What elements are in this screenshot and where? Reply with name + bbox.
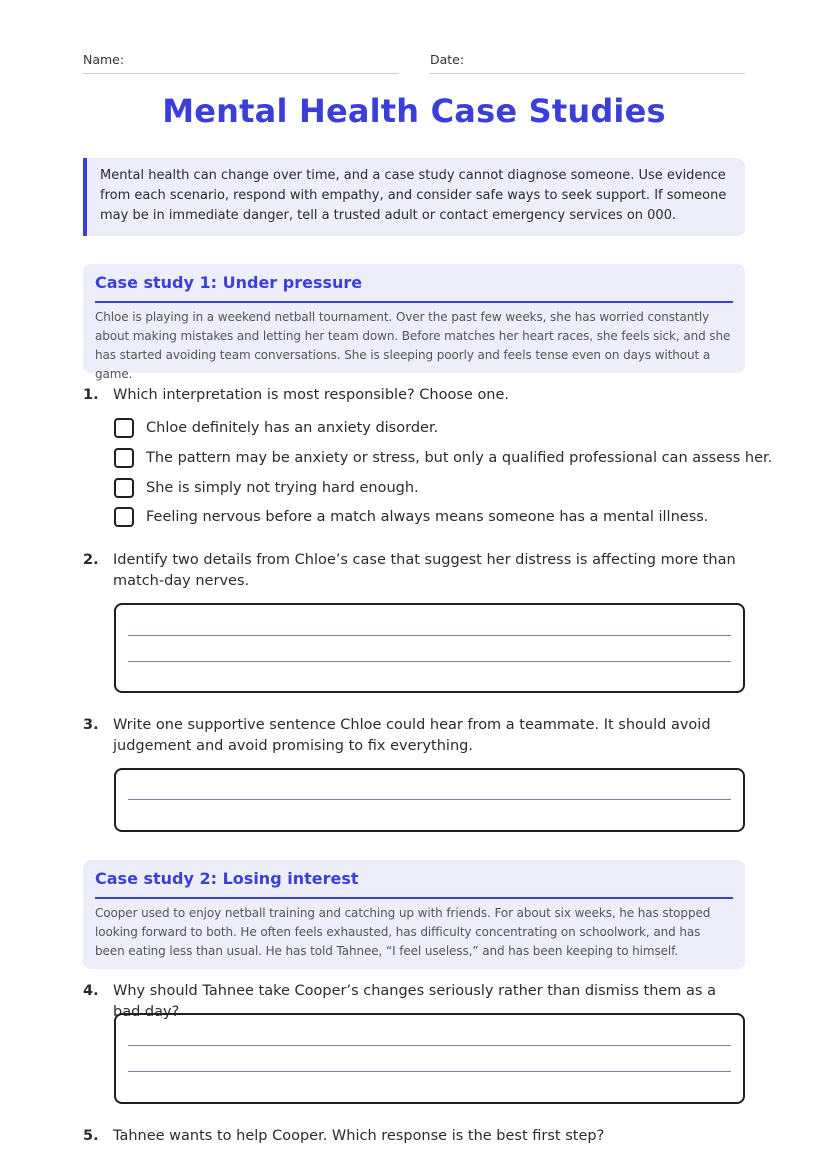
case-study-2-title: Case study 2: Losing interest (95, 869, 733, 899)
q2-answer-box[interactable] (114, 603, 745, 693)
question-1 (83, 385, 745, 407)
answer-line (128, 661, 731, 662)
question-2 (83, 550, 745, 594)
case-study-1 (83, 264, 745, 381)
question-5 (83, 1126, 745, 1148)
checkbox[interactable] (114, 418, 134, 438)
header-fields (83, 52, 745, 74)
intro-callout: Mental health can change over time, and a case study cannot diagnose someone. Use evidence from each scenario, respond with empathy, and consider safe ways to seek support. If someone may be in immediate danger, tell a trusted adult or contact emergency services on 000. (83, 158, 745, 236)
case-study-1-text: Chloe is playing in a weekend netball tournament. Over the past few weeks, she has worried constantly about making mistakes and letting her team down. Before matches her heart races, she feels sick, and she has started avoiding team conversations. She is sleeping poorly and feels tense even on days without a game. (95, 310, 731, 381)
case-study-2 (83, 860, 745, 969)
answer-line (128, 635, 731, 636)
answer-line (128, 1045, 731, 1046)
q3-answer-box[interactable] (114, 768, 745, 832)
name-label: Name: (83, 52, 125, 67)
checkbox[interactable] (114, 478, 134, 498)
q4-answer-box[interactable] (114, 1013, 745, 1104)
option-label: Chloe definitely has an anxiety disorder. (146, 420, 439, 436)
checkbox[interactable] (114, 448, 134, 468)
page-title: Mental Health Case Studies (162, 92, 666, 130)
answer-line (128, 1071, 731, 1072)
question-number: 4. (83, 983, 99, 999)
option-label: She is simply not trying hard enough. (146, 480, 419, 496)
question-number: 2. (83, 552, 99, 568)
question-text: Why should Tahnee take Cooper’s changes seriously rather than dismiss them as a bad day? (113, 983, 716, 1020)
date-field[interactable] (430, 52, 745, 74)
question-text: Identify two details from Chloe’s case that suggest her distress is affecting more than match-day nerves. (113, 552, 736, 589)
date-label: Date: (430, 52, 465, 67)
question-3 (83, 715, 745, 759)
question-text: Write one supportive sentence Chloe could hear from a teammate. It should avoid judgement and avoid promising to fix everything. (113, 717, 711, 754)
option-label: Feeling nervous before a match always means someone has a mental illness. (146, 509, 709, 525)
case-study-2-text: Cooper used to enjoy netball training and catching up with friends. For about six weeks, he has stopped looking forward to both. He often feels exhausted, has difficulty concentrating on schoolwork, and has been eating less than usual. He has told Tahnee, “I feel useless,” and has been keeping to himself. (95, 906, 711, 958)
question-number: 3. (83, 717, 99, 733)
question-text: Which interpretation is most responsible? Choose one. (113, 387, 510, 403)
question-number: 5. (83, 1128, 99, 1144)
question-4 (83, 981, 745, 1020)
case-study-1-title: Case study 1: Under pressure (95, 273, 733, 303)
name-field[interactable] (83, 52, 399, 74)
answer-line (128, 799, 731, 800)
option-label: The pattern may be anxiety or stress, but only a qualified professional can assess her. (146, 450, 773, 466)
checkbox[interactable] (114, 507, 134, 527)
question-text: Tahnee wants to help Cooper. Which response is the best first step? (113, 1128, 605, 1144)
question-number: 1. (83, 387, 99, 403)
